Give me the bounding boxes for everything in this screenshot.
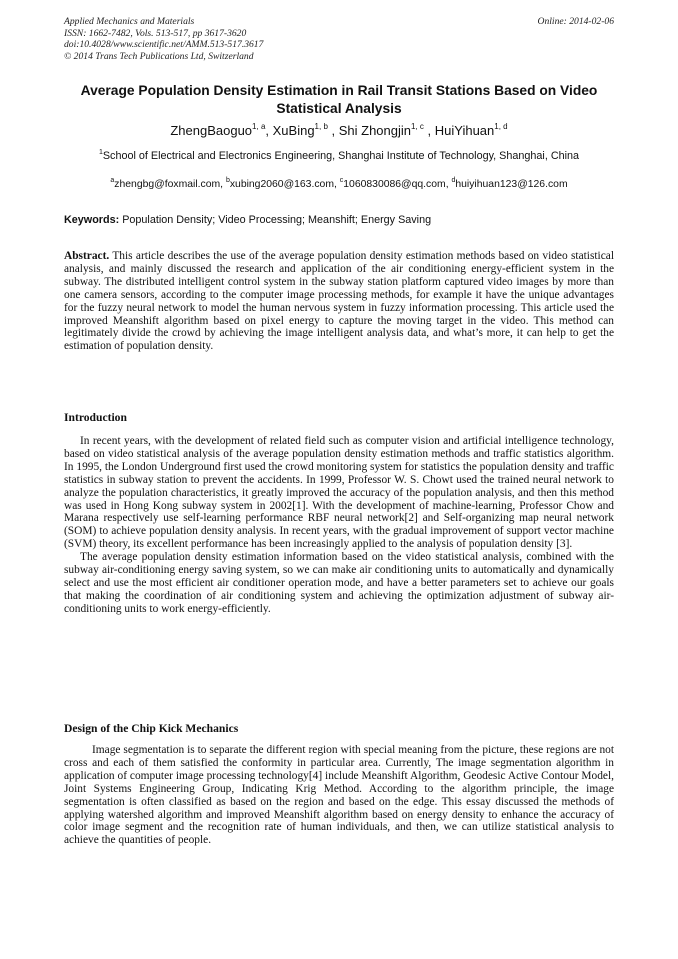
introduction-body	[64, 435, 614, 616]
doi-line: doi:10.4028/www.scientific.net/AMM.513-517.3617	[64, 39, 264, 51]
affiliation-text: School of Electrical and Electronics Engineering, Shanghai Institute of Technology, Shanghai, China	[102, 150, 580, 162]
paragraph: The average population density estimation information based on the video statistical analysis, combined with the subway air-conditioning energy saving system, so we can make air conditioning units to automatically and dynamically select and use the most efficient air conditioner operation mode, and have a better parameters set to achieve our goals that making the coordination of air conditioning system and achieving the optimization adjustment of subway air-conditioning units to work energy-efficiently.	[64, 551, 614, 615]
abstract-label: Abstract.	[64, 250, 110, 262]
author-name: XuBing	[272, 123, 315, 138]
email-address[interactable]: huiyihuan123@126.com	[455, 179, 568, 190]
author-sup: 1, b	[314, 122, 328, 131]
keywords	[64, 213, 431, 227]
email-sup: a	[110, 177, 115, 184]
online-date: Online: 2014-02-06	[537, 16, 614, 27]
author-sup: 1, a	[252, 122, 266, 131]
design-body	[64, 744, 614, 847]
journal-name: Applied Mechanics and Materials	[64, 16, 195, 27]
keywords-text: Population Density; Video Processing; Meanshift; Energy Saving	[122, 214, 432, 226]
design-heading: Design of the Chip Kick Mechanics	[64, 722, 239, 735]
author-sup: 1, c	[411, 122, 424, 131]
author-sup: 1, d	[494, 122, 508, 131]
paragraph: Image segmentation is to separate the different region with special meaning from the picture, these regions are not cross and each of them satisfied the conformity in particular area. Currently, The image segmentation algorithm in application of computer image processing technology[4] include Meanshift Algorithm, Geodesic Active Contour Model, Joint Systems Engineering Group, Indicating Krig Method. According to the algorithm principle, the image segmentation is often classified as based on the region and based on the edge. This essay discussed the methods of applying watershed algorithm and improved Meanshift algorithm based on energy density to enhance the accuracy of color image segment and the recognition rate of human individuals, and then, we can utilize statistical analysis to achieve the quantities of people.	[64, 744, 614, 847]
keywords-label: Keywords:	[64, 214, 120, 226]
author-name: ZhengBaoguo	[170, 123, 253, 138]
journal-header	[64, 16, 263, 62]
email-sup: d	[451, 177, 456, 184]
copyright-line: © 2014 Trans Tech Publications Ltd, Switzerland	[64, 50, 254, 62]
affiliation-sup: 1	[98, 149, 103, 156]
email-sup: b	[225, 177, 230, 184]
email-address[interactable]: zhengbg@foxmail.com	[114, 179, 221, 190]
email-address[interactable]: xubing2060@163.com	[229, 179, 334, 190]
abstract-text: This article describes the use of the average population density estimation methods based on video statistical analysis, and mainly discussed the research and application of the air conditioning energy-efficient system in the subway. The distributed intelligent control system in the subway station platform captured video images by more than one camera sensors, according to the computer image processing methods, for example it have the unique advantages for the fuzzy neural network to model the human nervous system in fuzzy information processing. This article used the improved Meanshift algorithm based on pixel energy to capture the moving target in the video. This method can legitimately divide the crowd by achieving the image intelligent analysis data, and what’s more, it can help to get the estimation of population density.	[64, 250, 614, 353]
author-list: ZhengBaoguo$^{1, a}$, XuBing$^{1, b}$ , Shi Zhongjin$^{1, c}$ , HuiYihuan$^{1, d}$	[170, 122, 508, 138]
affiliation	[66, 149, 612, 163]
email-sup: c	[339, 177, 344, 184]
paragraph: In recent years, with the development of related field such as computer vision and artificial intelligence technology, based on video statistical analysis of the average population density estimation methods and traffic statistics algorithm. In 1995, the London Underground first used the crowd monitoring system for statistics the population density and traffic statistics in subway station to prevent the accidents. In 1999, Professor W. S. Chowt used the trained neural network to analyze the population characteristics, it greatly improved the accuracy of the population analysis, and then this method was used in Hong Kong subway system in 2002[1]. With the development of machine-learning, Professor Chow and Marana respectively use self-learning performance RBF neural network[2] and Self-organizing map neural network (SOM) to achieve population density analysis. In recent years, with the gradual improvement of support vector machine (SVM) theory, its excellent performance has been increasingly applied to the analysis of population density [3].	[64, 435, 614, 551]
author-name: HuiYihuan	[434, 123, 495, 138]
introduction-heading: Introduction	[64, 411, 127, 424]
issn-line: ISSN: 1662-7482, Vols. 513-517, pp 3617-3620	[64, 27, 247, 39]
abstract	[64, 250, 614, 353]
email-list: $^a$zhengbg@foxmail.com, $^b$xubing2060@163.com, $^c$1060830086@qq.com, $^d$huiyihuan123@126.com	[110, 177, 568, 190]
email-address[interactable]: 1060830086@qq.com	[343, 179, 446, 190]
paper-title: Average Population Density Estimation in Rail Transit Stations Based on Video Statistical Analysis	[80, 83, 598, 116]
author-name: Shi Zhongjin	[338, 123, 412, 138]
